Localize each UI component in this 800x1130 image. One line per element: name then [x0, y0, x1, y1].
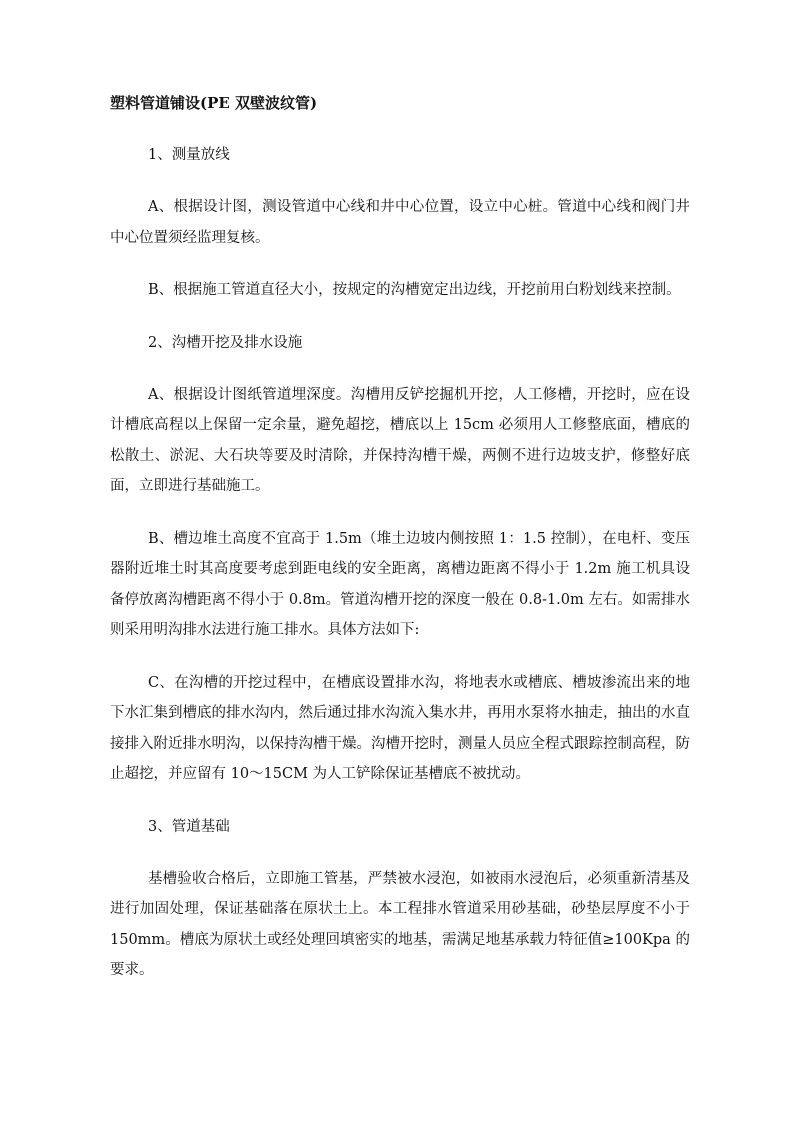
- document-title: 塑料管道铺设(PE 双壁波纹管): [110, 94, 318, 112]
- section-heading: 1、测量放线: [148, 147, 230, 163]
- paragraph: B、根据施工管道直径大小，按规定的沟槽宽定出边线，开挖前用白粉划线来控制。: [148, 282, 681, 298]
- section-foundation: [110, 812, 690, 986]
- section-survey: [110, 140, 690, 306]
- section-heading: 2、沟槽开挖及排水设施: [148, 334, 303, 351]
- paragraph: B、槽边堆土高度不宜高于 1.5m（堆土边坡内侧按照 1：1.5 控制），在电杆、变压器附近堆土时其高度要考虑到距电线的安全距离，离槽边距离不得小于 1.2m 施工机具设备停放离沟槽距离不得小于 0.8m。管道沟槽开挖的深度一般在 0.8-1.0m 左右。如需排水则采用明沟排水法进行施工排水。具体方法如下:: [110, 530, 690, 638]
- paragraph: 基槽验收合格后，立即施工管基，严禁被水浸泡，如被雨水浸泡后，必须重新清基及进行加固处理，保证基础落在原状土上。本工程排水管道采用砂基础，砂垫层厚度不小于 150mm。槽底为原状土或经处理回填密实的地基，需满足地基承载力特征值≥100Kpa 的要求。: [110, 870, 690, 978]
- section-trench: [110, 328, 690, 790]
- section-heading: 3、管道基础: [148, 818, 230, 835]
- paragraph: C、在沟槽的开挖过程中，在槽底设置排水沟，将地表水或槽底、槽坡渗流出来的地下水汇集到槽底的排水沟内，然后通过排水沟流入集水井，再用水泵将水抽走，抽出的水直接排入附近排水明沟，以保持沟槽干燥。沟槽开挖时，测量人员应全程式跟踪控制高程，防止超挖，并应留有 10～15CM 为人工铲除保证基槽底不被扰动。: [110, 674, 690, 782]
- paragraph: A、根据设计图，测设管道中心线和井中心位置，设立中心桩。管道中心线和阀门井中心位置须经监理复核。: [110, 199, 690, 246]
- paragraph: A、根据设计图纸管道埋深度。沟槽用反铲挖掘机开挖，人工修槽，开挖时，应在设计槽底高程以上保留一定余量，避免超挖，槽底以上 15cm 必须用人工修整底面，槽底的松散土、淤泥、大石块等要及时清除，并保持沟槽干燥，两侧不进行边坡支护，修整好底面，立即进行基础施工。: [110, 386, 690, 494]
- document-page: [110, 88, 690, 1008]
